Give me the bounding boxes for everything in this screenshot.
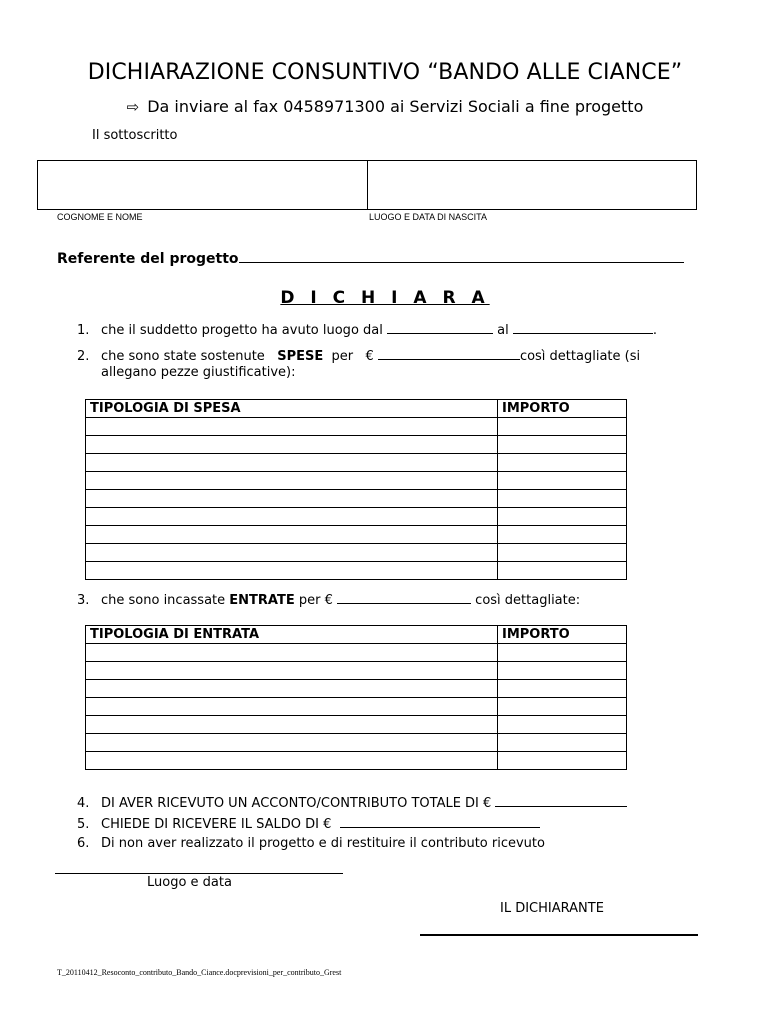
list-item-1: 1. che il suddetto progetto ha avuto luogo dal al . <box>77 323 657 338</box>
column-header: TIPOLOGIA DI SPESA <box>86 400 498 418</box>
advance-amount-field[interactable] <box>495 794 627 807</box>
expenses-table <box>85 399 627 580</box>
undersigned-label: Il sottoscritto <box>92 128 178 143</box>
table-row <box>86 526 627 544</box>
dichiara-heading: D I C H I A R A <box>280 288 490 308</box>
balance-amount-field[interactable] <box>340 815 540 828</box>
table-row <box>86 680 627 698</box>
table-row <box>86 698 627 716</box>
expenses-total-field[interactable] <box>378 347 520 360</box>
list-item-3: 3. che sono incassate ENTRATE per € così dettagliate: <box>77 593 581 608</box>
fax-instruction-text: Da inviare al fax 0458971300 ai Servizi Sociali a fine progetto <box>147 97 644 116</box>
list-item-4: 4. DI AVER RICEVUTO UN ACCONTO/CONTRIBUTO TOTALE DI € <box>77 794 627 811</box>
income-table <box>85 625 627 770</box>
fax-instruction <box>0 97 770 116</box>
birth-field[interactable] <box>368 161 696 209</box>
table-row <box>86 644 627 662</box>
table-row <box>86 562 627 580</box>
signature-line[interactable] <box>420 934 698 936</box>
column-header: IMPORTO <box>498 400 627 418</box>
table-row <box>86 418 627 436</box>
referent-label: Referente del progetto <box>57 251 239 267</box>
table-row <box>86 490 627 508</box>
list-item-5: 5. CHIEDE DI RICEVERE IL SALDO DI € <box>77 815 540 832</box>
list-item-2: 2. che sono state sostenute SPESE per € così dettagliate (si <box>77 349 641 364</box>
date-from-field[interactable] <box>387 321 493 334</box>
income-total-field[interactable] <box>337 591 471 604</box>
place-date-line[interactable] <box>55 873 343 874</box>
identity-box <box>37 160 697 210</box>
table-header-row <box>86 626 627 644</box>
column-header: IMPORTO <box>498 626 627 644</box>
declarant-label: IL DICHIARANTE <box>500 901 604 916</box>
table-row <box>86 716 627 734</box>
table-row <box>86 734 627 752</box>
list-item-6: 6. Di non aver realizzato il progetto e di restituire il contributo ricevuto <box>77 836 545 851</box>
birth-field-label: LUOGO E DATA DI NASCITA <box>369 212 488 222</box>
date-to-field[interactable] <box>513 321 653 334</box>
place-date-label: Luogo e data <box>147 875 232 890</box>
table-row <box>86 436 627 454</box>
table-row <box>86 662 627 680</box>
referent-row <box>57 251 684 267</box>
table-row <box>86 472 627 490</box>
name-field-label: COGNOME E NOME <box>57 212 143 222</box>
list-item-2-continued: allegano pezze giustificative): <box>101 365 296 380</box>
referent-input[interactable] <box>239 251 684 263</box>
table-row <box>86 508 627 526</box>
table-header-row <box>86 400 627 418</box>
table-row <box>86 752 627 770</box>
column-header: TIPOLOGIA DI ENTRATA <box>86 626 498 644</box>
arrow-right-icon: ⇨ <box>126 98 140 116</box>
table-row <box>86 454 627 472</box>
page-title: DICHIARAZIONE CONSUNTIVO “BANDO ALLE CIANCE” <box>87 60 683 85</box>
name-field[interactable] <box>38 161 368 209</box>
table-row <box>86 544 627 562</box>
footer-filename: T_20110412_Resoconto_contributo_Bando_Ciance.docprevisioni_per_contributo_Grest <box>57 968 342 977</box>
